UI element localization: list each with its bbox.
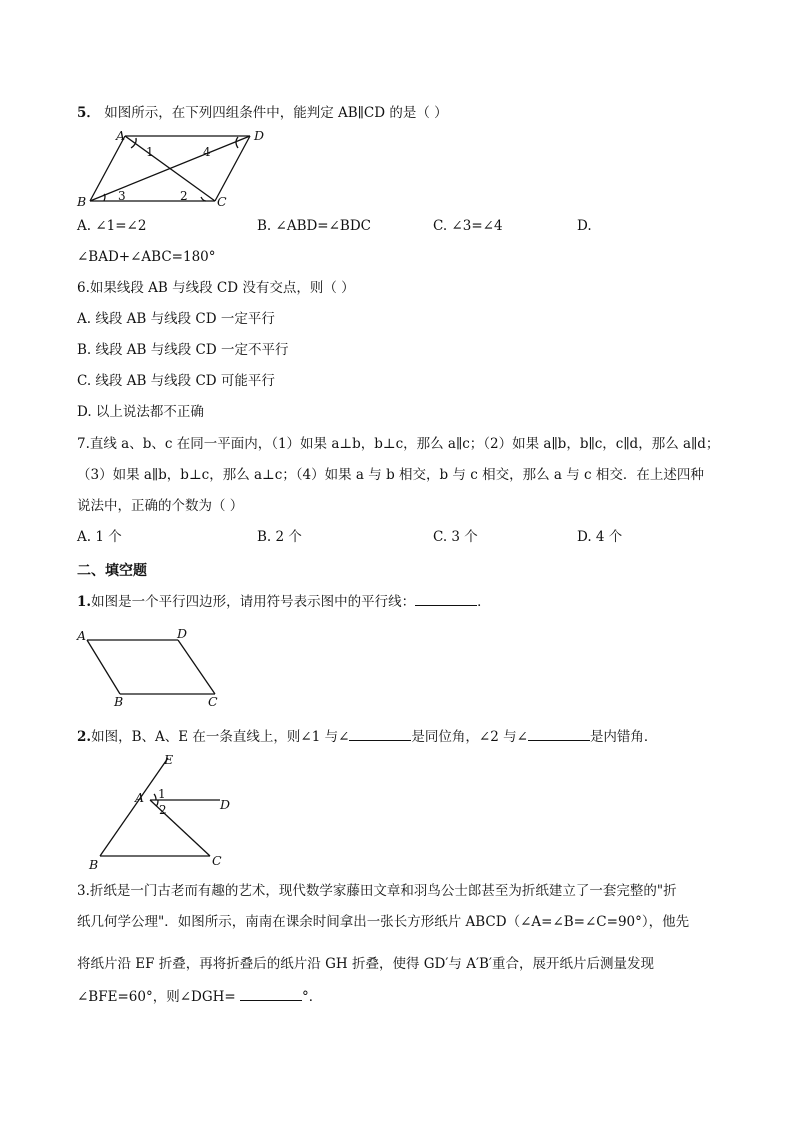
q6-option-d: D. 以上说法都不正确 [77, 404, 204, 420]
f2-answer-blank-2 [528, 727, 590, 741]
q5-option-b: B. ∠ABD=∠BDC [257, 218, 372, 234]
q5-angle-3: 3 [118, 189, 126, 203]
q7-option-a: A. 1 个 [77, 529, 122, 545]
f1-figure [70, 626, 230, 709]
f1-stem-text: 如图是一个平行四边形，请用符号表示图中的平行线： [91, 594, 416, 610]
q6-option-b: B. 线段 AB 与线段 CD 一定不平行 [77, 342, 289, 358]
q5-label-C: C [217, 194, 227, 209]
q5-number: 5． [77, 105, 100, 121]
f2-label-E: E [164, 752, 174, 767]
q7-option-d: D. 4 个 [577, 529, 623, 545]
f2-label-A: A [135, 790, 145, 805]
f2-label-B: B [89, 857, 99, 872]
f1-label-B: B [114, 694, 124, 709]
q6-option-c: C. 线段 AB 与线段 CD 可能平行 [77, 373, 275, 389]
q5-label-D: D [254, 128, 265, 143]
f3-answer-blank [240, 987, 302, 1001]
f2-text-part1: 如图，B、A、E 在一条直线上，则∠1 与∠ [91, 729, 350, 745]
q5-angle-1: 1 [146, 145, 154, 159]
q7-line-3: 说法中，正确的个数为（ ） [77, 498, 244, 514]
f2-text-part3: 是内错角． [589, 729, 658, 745]
q6-option-a: A. 线段 AB 与线段 CD 一定平行 [77, 311, 275, 327]
q5-figure [70, 128, 270, 208]
q5-stem-text: 如图所示，在下列四组条件中，能判定 AB∥CD 的是（ ） [104, 105, 448, 121]
f3-line-4-end: °． [302, 989, 323, 1005]
f2-text-part2: 是同位角，∠2 与∠ [411, 729, 528, 745]
q7-line-2: （3）如果 a∥b，b⊥c，那么 a⊥c；（4）如果 a 与 b 相交，b 与 c 相交，那么 a 与 c 相交．在上述四种 [77, 467, 704, 483]
f2-figure [80, 752, 240, 872]
q5-label-B: B [77, 194, 87, 209]
q5-option-d: D. [577, 218, 592, 234]
q5-angle-2: 2 [180, 189, 188, 203]
f2-angle-1: 1 [158, 787, 166, 801]
f3-line-4-text: ∠BFE=60°，则∠DGH= [77, 989, 236, 1005]
f3-line-3: 将纸片沿 EF 折叠，再将折叠后的纸片沿 GH 折叠，使得 GD′与 A′B′重合，展开纸片后测量发现 [77, 956, 654, 972]
q7-line-1: 7.直线 a、b、c 在同一平面内，（1）如果 a⊥b，b⊥c，那么 a∥c；（2）如果 a∥b，b∥c，c∥d，那么 a∥d； [77, 436, 720, 452]
q7-option-c: C. 3 个 [433, 529, 478, 545]
q5-stem [77, 104, 448, 122]
f3-line-1: 3.折纸是一门古老而有趣的艺术，现代数学家藤田文章和羽鸟公士郎甚至为折纸建立了一套完整的"折 [77, 883, 677, 899]
f1-answer-blank [415, 592, 477, 606]
f2-label-D: D [220, 797, 231, 812]
f2-angle-2: 2 [159, 803, 167, 817]
q5-option-a: A. ∠1=∠2 [77, 218, 147, 234]
f1-number: 1. [77, 594, 92, 610]
q5-label-A: A [116, 128, 126, 143]
f2-stem [77, 727, 657, 746]
f3-line-2: 纸几何学公理"．如图所示，南南在课余时间拿出一张长方形纸片 ABCD（∠A=∠B=∠C=90°），他先 [77, 914, 690, 930]
f2-label-C: C [212, 853, 222, 868]
q5-angle-4: 4 [203, 145, 211, 159]
f2-number: 2. [77, 729, 92, 745]
f1-label-D: D [177, 626, 188, 641]
f1-stem [77, 592, 491, 611]
q5-option-c: C. ∠3=∠4 [433, 218, 503, 234]
q6-stem: 6.如果线段 AB 与线段 CD 没有交点，则（ ） [77, 280, 355, 296]
f2-answer-blank-1 [349, 727, 411, 741]
f1-label-A: A [77, 628, 87, 643]
q7-option-b: B. 2 个 [257, 529, 302, 545]
section-title: 二、填空题 [77, 563, 147, 579]
f1-label-C: C [208, 694, 218, 709]
f3-line-4 [77, 987, 322, 1006]
q5-option-d-text: ∠BAD+∠ABC=180° [77, 249, 216, 265]
f1-stem-end: ． [477, 594, 491, 610]
